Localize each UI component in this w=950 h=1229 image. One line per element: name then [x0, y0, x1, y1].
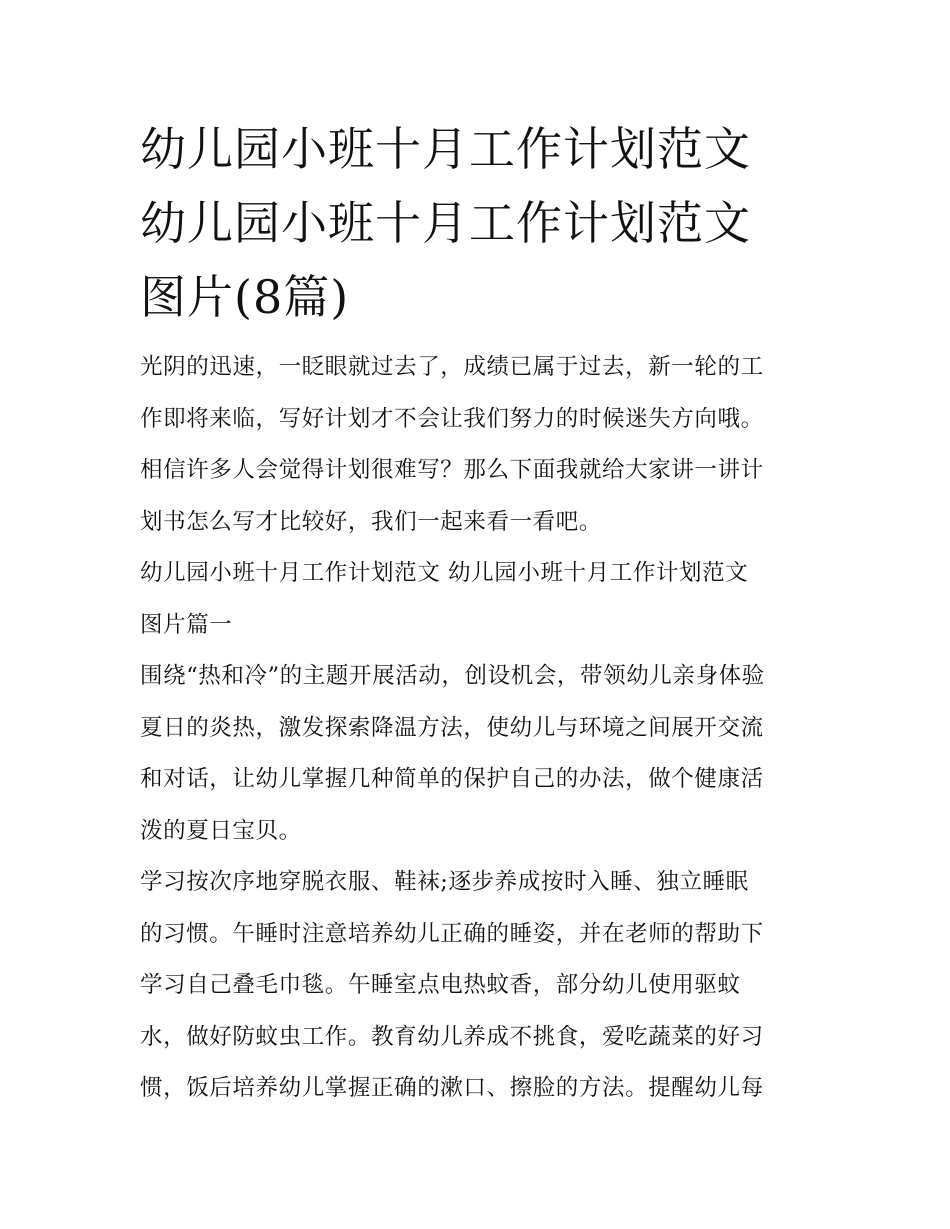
theme-paragraph [140, 651, 820, 857]
paragraph-line: 惯，饭后培养幼儿掌握正确的漱口、擦脸的方法。提醒幼儿每 [140, 1075, 764, 1101]
habits-paragraph [140, 857, 820, 1115]
title-line: 幼儿园小班十月工作计划范文 [140, 122, 751, 176]
paragraph-line: 相信许多人会觉得计划很难写？那么下面我就给大家讲一讲计 [140, 457, 764, 483]
paragraph-line: 划书怎么写才比较好，我们一起来看一看吧。 [140, 508, 603, 535]
paragraph-line: 幼儿园小班十月工作计划范文 幼儿园小班十月工作计划范文 [140, 560, 749, 586]
paragraph-line: 的习惯。午睡时注意培养幼儿正确的睡姿，并在老师的帮助下 [140, 920, 764, 947]
title-line: 图片(8篇) [140, 270, 350, 324]
paragraph-line: 光阴的迅速，一眨眼就过去了，成绩已属于过去，新一轮的工 [140, 354, 764, 380]
title-line: 幼儿园小班十月工作计划范文 [140, 196, 751, 250]
paragraph-line: 和对话，让幼儿掌握几种简单的保护自己的办法，做个健康活 [140, 766, 764, 792]
paragraph-line: 学习按次序地穿脱衣服、鞋袜;逐步养成按时入睡、独立睡眠 [140, 869, 749, 895]
intro-paragraph [140, 342, 820, 548]
paragraph-line: 围绕“热和冷”的主题开展活动，创设机会，带领幼儿亲身体验 [140, 663, 765, 689]
document-title [140, 112, 820, 334]
paragraph-line: 图片篇一 [140, 611, 233, 638]
paragraph-line: 夏日的炎热，激发探索降温方法，使幼儿与环境之间展开交流 [140, 714, 764, 741]
paragraph-line: 作即将来临，写好计划才不会让我们努力的时候迷失方向哦。 [140, 405, 764, 432]
paragraph-line: 学习自己叠毛巾毯。午睡室点电热蚊香，部分幼儿使用驱蚊 [140, 972, 741, 998]
section-heading [140, 548, 820, 651]
document-content [140, 112, 820, 1115]
paragraph-line: 水，做好防蚊虫工作。教育幼儿养成不挑食，爱吃蔬菜的好习 [140, 1023, 764, 1050]
paragraph-line: 泼的夏日宝贝。 [140, 817, 302, 844]
